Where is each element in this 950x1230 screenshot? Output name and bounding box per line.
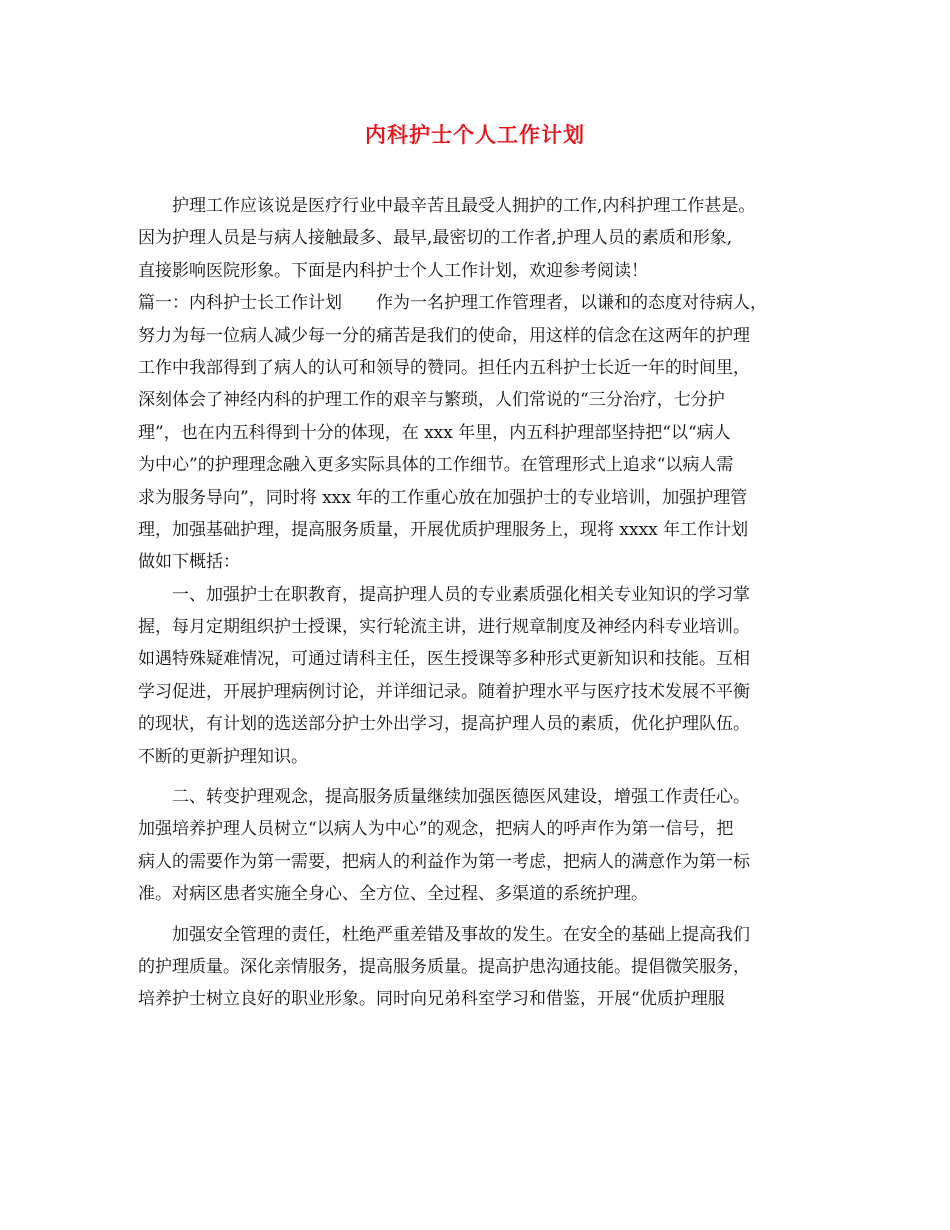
text-line: 努力为每一位病人减少每一分的痛苦是我们的使命，用这样的信念在这两年的护理: [138, 325, 750, 346]
text-line: 学习促进，开展护理病例讨论，并详细记录。随着护理水平与医疗技术发展不平衡: [138, 681, 750, 702]
text-line: 求为服务导向”，同时将 xxx 年的工作重心放在加强护士的专业培训，加强护理管: [138, 487, 748, 508]
text-line: 为中心”的护理理念融入更多实际具体的工作细节。在管理形式上追求“以病人需: [138, 455, 734, 476]
text-line: 病人的需要作为第一需要，把病人的利益作为第一考虑，把病人的满意作为第一标: [138, 851, 750, 872]
text-line: 握，每月定期组织护士授课，实行轮流主讲，进行规章制度及神经内科专业培训。: [138, 617, 750, 638]
text-line: 加强培养护理人员树立“以病人为中心”的观念，把病人的呼声作为第一信号，把: [138, 819, 734, 840]
text-line: 因为护理人员是与病人接触最多、最早,最密切的工作者,护理人员的素质和形象,: [138, 228, 733, 249]
text-line: 深刻体会了神经内科的护理工作的艰辛与繁琐，人们常说的“三分治疗，七分护: [138, 390, 725, 411]
text-line: 护理工作应该说是医疗行业中最辛苦且最受人拥护的工作,内科护理工作甚是。: [138, 196, 756, 216]
text-line: 一、加强护士在职教育，提高护理人员的专业素质强化相关专业知识的学习掌: [138, 584, 750, 605]
text-line: 篇一：内科护士长工作计划 作为一名护理工作管理者，以谦和的态度对待病人，: [138, 293, 767, 314]
document-title: 内科护士个人工作计划: [365, 122, 585, 147]
text-line: 加强安全管理的责任，杜绝严重差错及事故的发生。在安全的基础上提高我们: [138, 924, 750, 945]
text-line: 不断的更新护理知识。: [138, 746, 308, 767]
text-line: 二、转变护理观念，提高服务质量继续加强医德医风建设，增强工作责任心。: [138, 787, 750, 808]
paragraph-gap: [138, 911, 838, 919]
text-line: 培养护士树立良好的职业形象。同时向兄弟科室学习和借鉴，开展“优质护理服: [138, 989, 725, 1010]
text-line: 工作中我部得到了病人的认可和领导的赞同。担任内五科护士长近一年的时间里，: [138, 357, 750, 378]
document-body: [138, 190, 838, 1016]
text-line: 准。对病区患者实施全身心、全方位、全过程、多渠道的系统护理。: [138, 884, 648, 905]
text-line: 的现状，有计划的选送部分护士外出学习，提高护理人员的素质，优化护理队伍。: [138, 714, 750, 735]
text-line: 的护理质量。深化亲情服务，提高服务质量。提高护患沟通技能。提倡微笑服务，: [138, 956, 750, 977]
text-line: 做如下概括：: [138, 552, 240, 573]
paragraph-gap: [138, 773, 838, 781]
text-line: 理，加强基础护理，提高服务质量，开展优质护理服务上，现将 xxxx 年工作计划: [138, 519, 749, 540]
text-line: 直接影响医院形象。下面是内科护士个人工作计划，欢迎参考阅读！: [138, 260, 648, 281]
text-line: 如遇特殊疑难情况，可通过请科主任，医生授课等多种形式更新知识和技能。互相: [138, 649, 750, 670]
text-line: 理”，也在内五科得到十分的体现，在 xxx 年里，内五科护理部坚持把“以“病人: [138, 422, 731, 443]
